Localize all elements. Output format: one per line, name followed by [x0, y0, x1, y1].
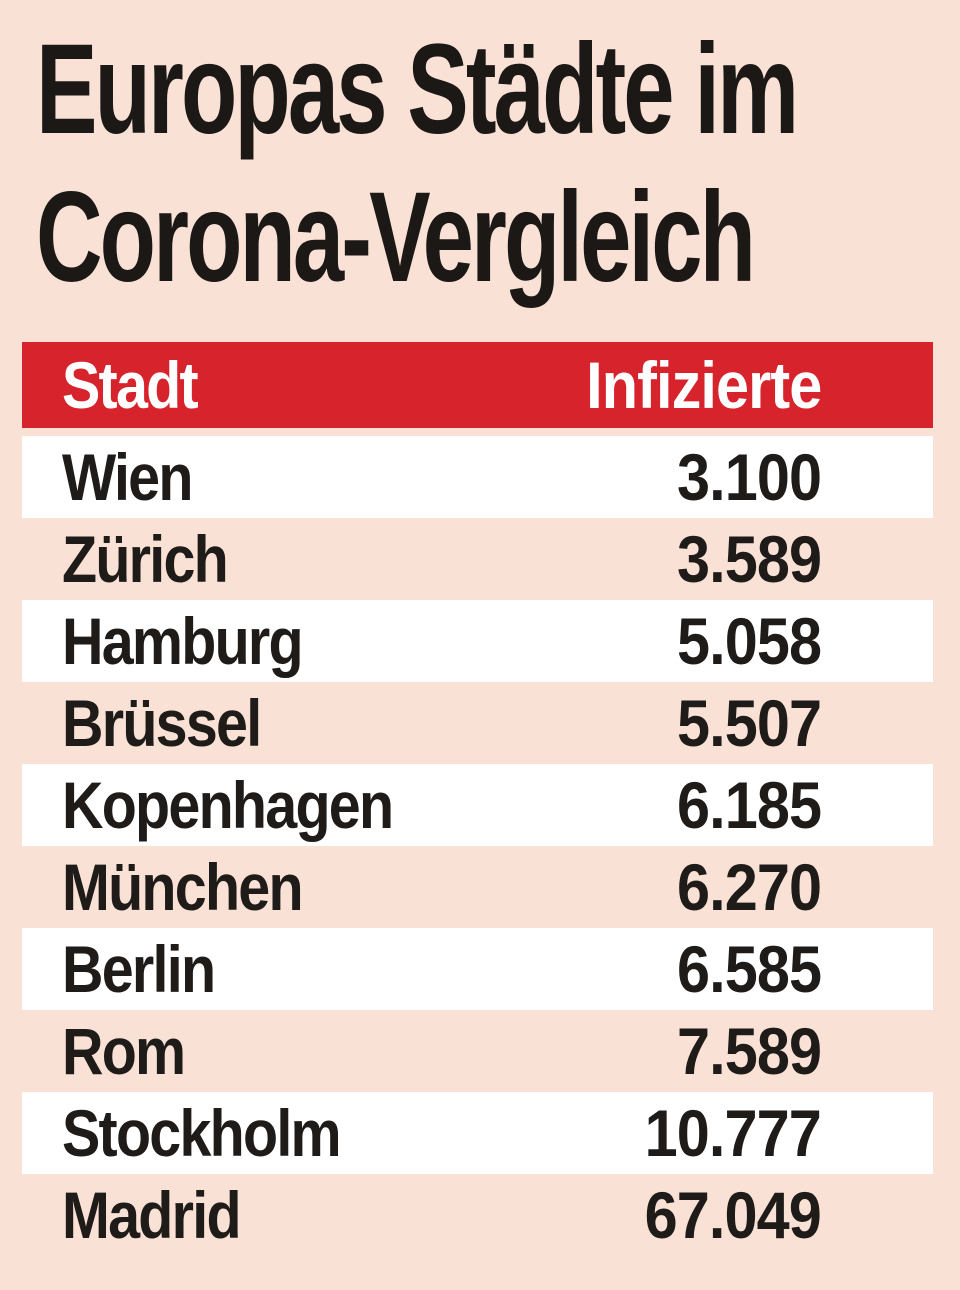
table-header-row: [22, 342, 933, 428]
table-row: [22, 1174, 933, 1256]
infected-count-cell: 7.589: [676, 1014, 821, 1088]
city-cell: München: [62, 850, 302, 924]
table-row: [22, 1010, 933, 1092]
column-header-city: Stadt: [62, 348, 197, 422]
table-row: [22, 518, 933, 600]
table-row: [22, 764, 933, 846]
title-line-2: Corona-Vergleich: [36, 166, 753, 309]
table-row: [22, 846, 933, 928]
city-cell: Brüssel: [62, 686, 261, 760]
city-cell: Berlin: [62, 932, 215, 1006]
city-cell: Rom: [62, 1014, 185, 1088]
table-row: [22, 682, 933, 764]
infected-count-cell: 6.585: [676, 932, 821, 1006]
table-row: [22, 1092, 933, 1174]
corona-comparison-table: [22, 342, 933, 1256]
infected-count-cell: 6.270: [676, 850, 821, 924]
title-line-1: Europas Städte im: [36, 18, 797, 161]
infected-count-cell: 67.049: [644, 1178, 821, 1252]
table-row: [22, 928, 933, 1010]
city-cell: Zürich: [62, 522, 228, 596]
infected-count-cell: 5.507: [676, 686, 821, 760]
infected-count-cell: 6.185: [676, 768, 821, 842]
table-row: [22, 600, 933, 682]
infected-count-cell: 3.100: [676, 440, 821, 514]
infected-count-cell: 3.589: [676, 522, 821, 596]
city-cell: Wien: [62, 440, 192, 514]
page-title: [36, 16, 960, 312]
city-cell: Hamburg: [62, 604, 302, 678]
table-body: [22, 436, 933, 1256]
infected-count-cell: 10.777: [644, 1096, 821, 1170]
infected-count-cell: 5.058: [676, 604, 821, 678]
table-row: [22, 436, 933, 518]
city-cell: Madrid: [62, 1178, 240, 1252]
column-header-infected: Infizierte: [585, 348, 821, 422]
city-cell: Stockholm: [62, 1096, 340, 1170]
city-cell: Kopenhagen: [62, 768, 393, 842]
